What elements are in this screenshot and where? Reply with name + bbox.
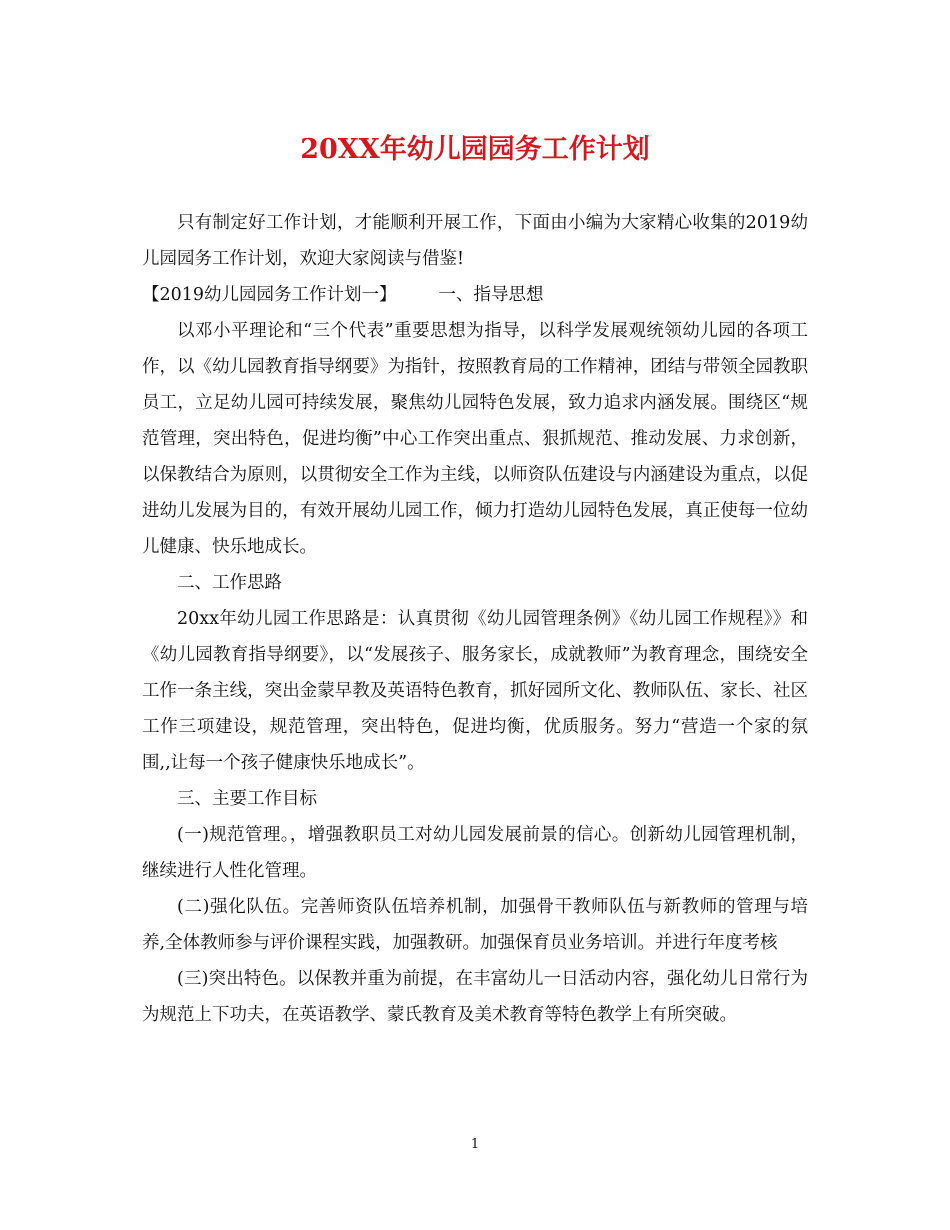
section-label-line [142,277,808,313]
heading-guiding-ideology: 一、指导思想 [438,285,544,305]
paragraph-goal-1: (一)规范管理。，增强教职员工对幼儿园发展前景的信心。创新幼儿园管理机制，继续进行人性化管理。 [142,825,808,881]
page-number: 1 [470,1137,480,1152]
document-title: 20XX年幼儿园园务工作计划 [300,134,650,165]
intro-paragraph: 只有制定好工作计划，才能顺利开展工作，下面由小编为大家精心收集的2019幼儿园园务工作计划，欢迎大家阅读与借鉴! [142,213,808,269]
document-body [142,205,808,1033]
section-label: 【2019幼儿园园务工作计划一】 [142,285,397,305]
paragraph-guiding-ideology: 以邓小平理论和“三个代表”重要思想为指导，以科学发展观统领幼儿园的各项工作，以《幼儿园教育指导纲要》为指针，按照教育局的工作精神，团结与带领全园教职员工，立足幼儿园可持续发展，聚焦幼儿园特色发展，致力追求内涵发展。围绕区“规范管理，突出特色，促进均衡”中心工作突出重点、狠抓规范、推动发展、力求创新，以保教结合为原则，以贯彻安全工作为主线，以师资队伍建设与内涵建设为重点，以促进幼儿发展为目的，有效开展幼儿园工作，倾力打造幼儿园特色发展，真正使每一位幼儿健康、快乐地成长。 [142,321,808,557]
paragraph-work-approach: 20xx年幼儿园工作思路是：认真贯彻《幼儿园管理条例》《幼儿园工作规程》》和《幼儿园教育指导纲要》，以“发展孩子、服务家长，成就教师”为教育理念，围绕安全工作一条主线，突出金蒙早教及英语特色教育，抓好园所文化、教师队伍、家长、社区工作三项建设，规范管理，突出特色，促进均衡，优质服务。努力“营造一个家的氛围,,让每一个孩子健康快乐地成长”。 [142,609,808,773]
heading-main-goals: 三、主要工作目标 [177,789,317,809]
paragraph-goal-3: (三)突出特色。以保教并重为前提，在丰富幼儿一日活动内容，强化幼儿日常行为为规范上下功夫，在英语教学、蒙氏教育及美术教育等特色教学上有所突破。 [142,969,808,1025]
heading-work-approach: 二、工作思路 [177,573,282,593]
paragraph-goal-2: (二)强化队伍。完善师资队伍培养机制，加强骨干教师队伍与新教师的管理与培养,全体教师参与评价课程实践，加强教研。加强保育员业务培训。并进行年度考核 [142,897,808,953]
